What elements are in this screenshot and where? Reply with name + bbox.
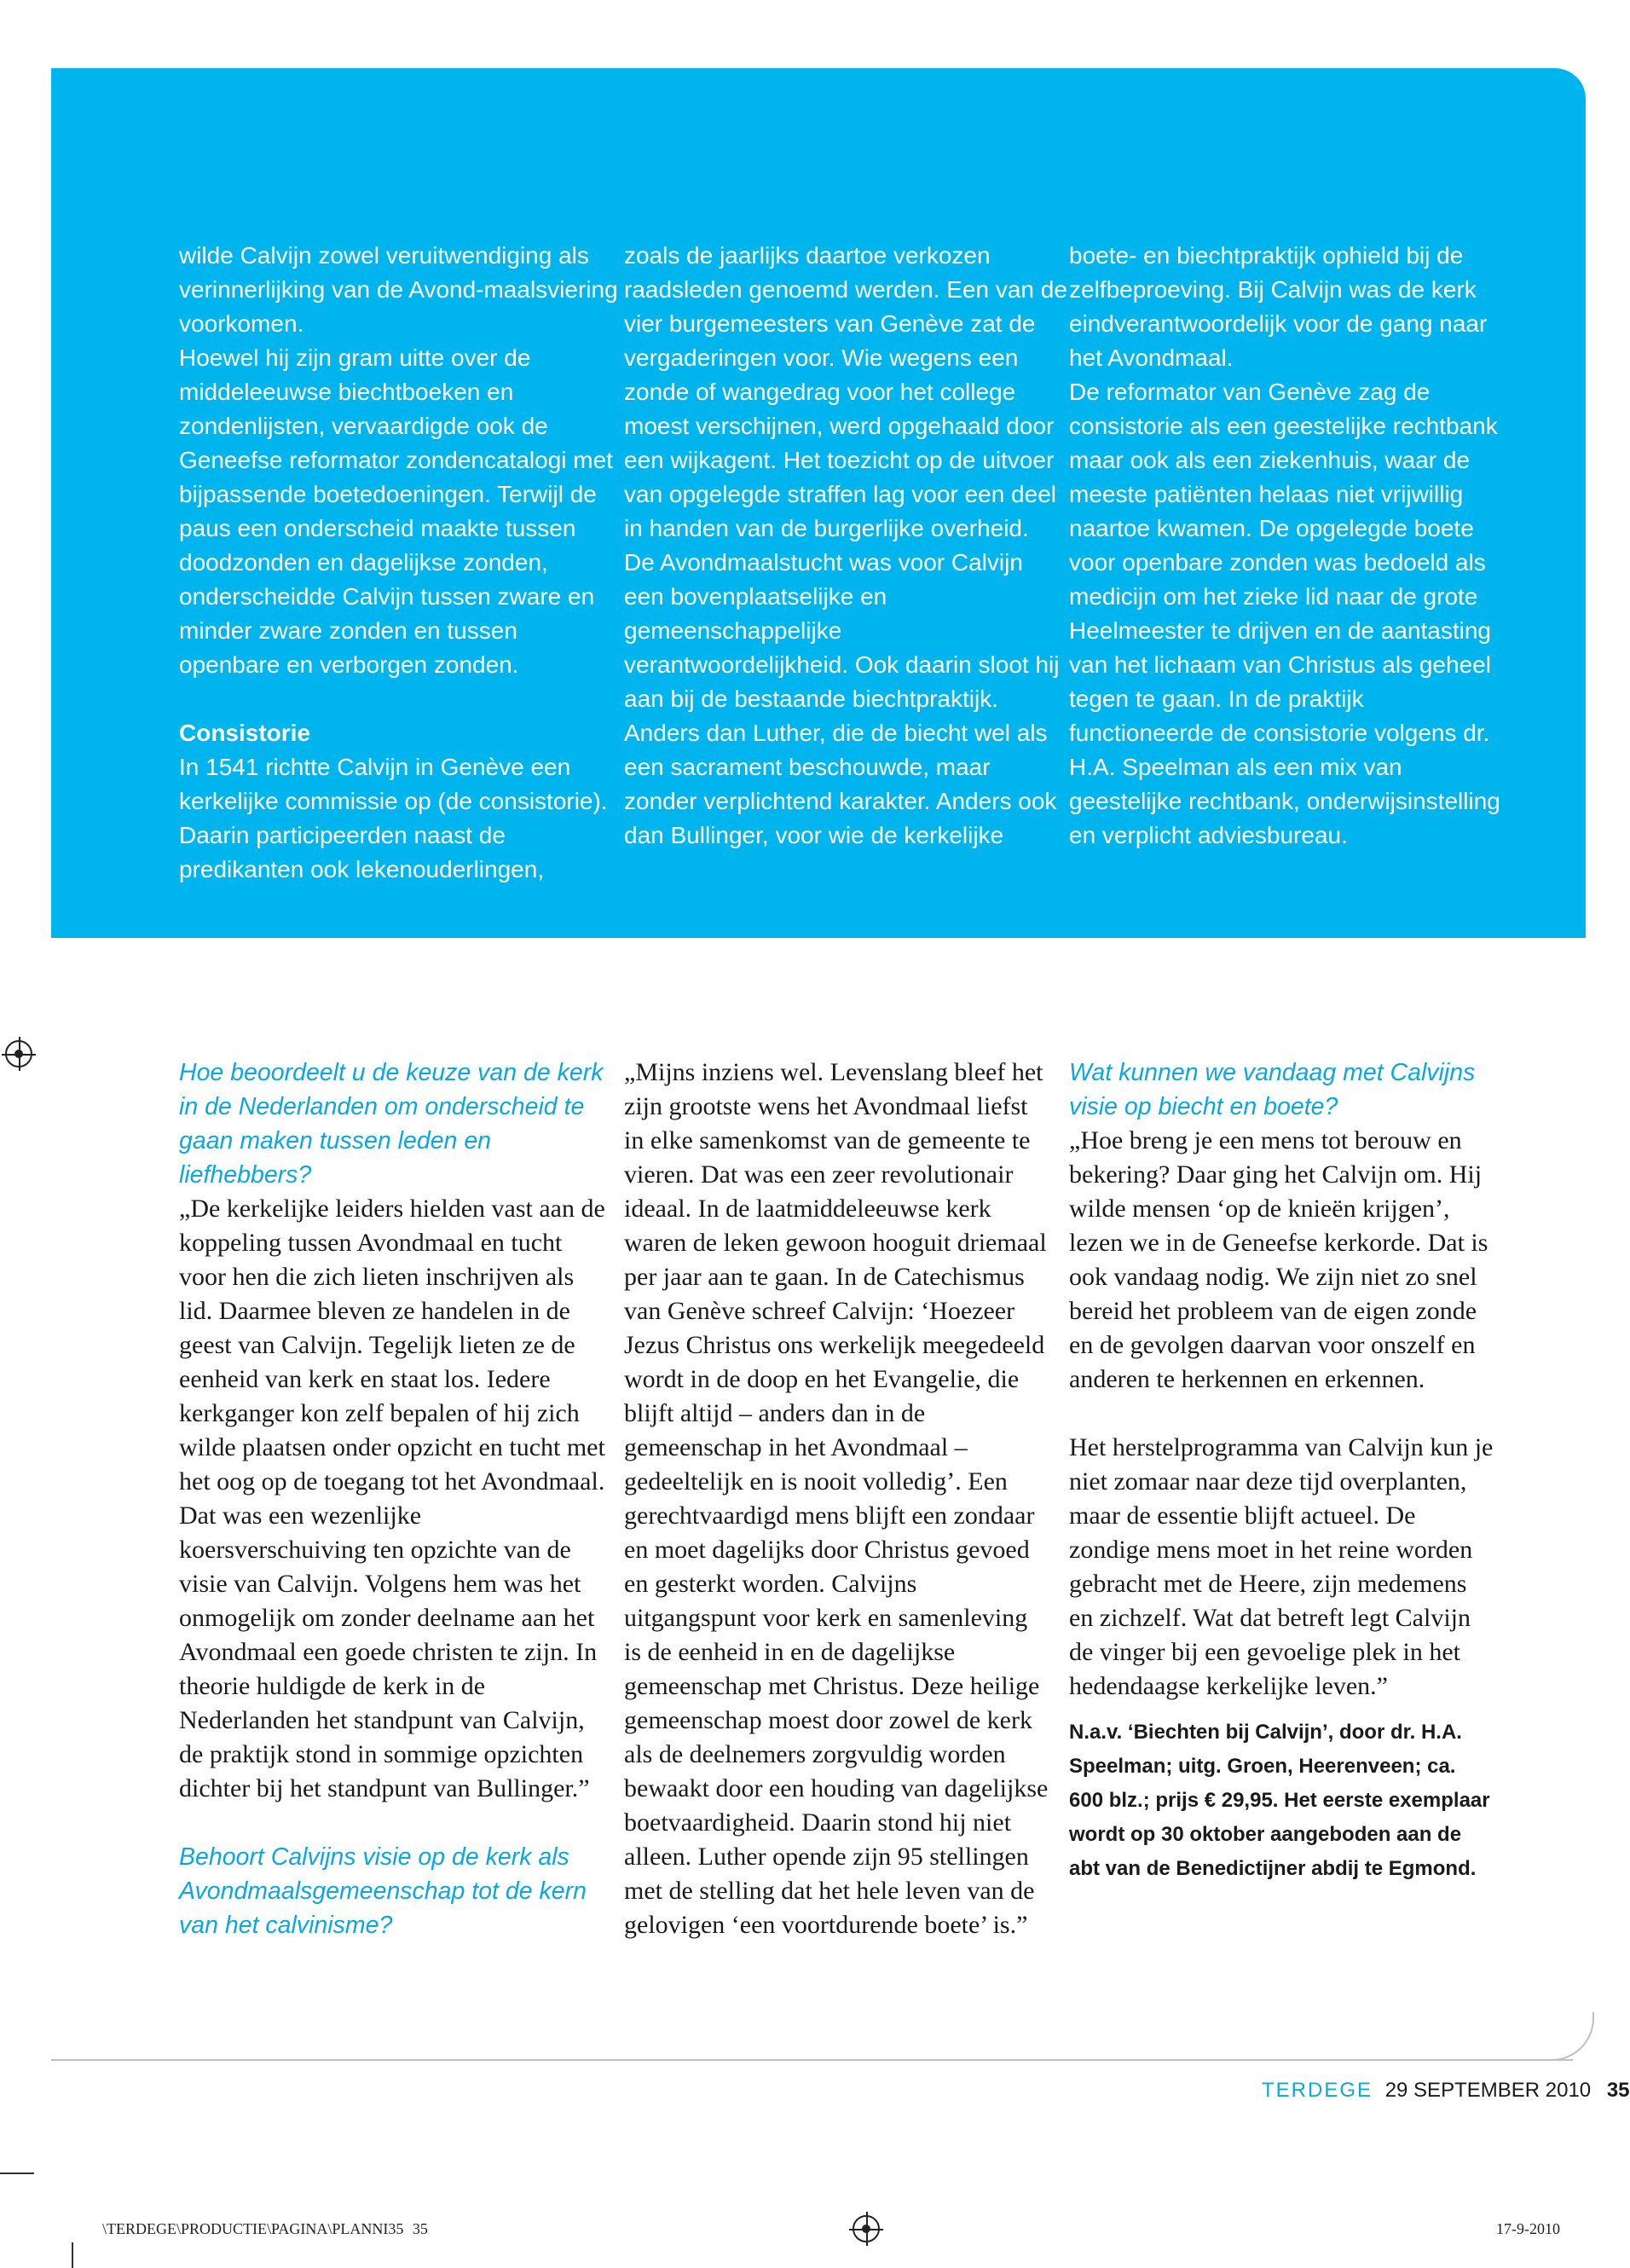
interview-column-1: [179, 1056, 605, 1942]
book-credit: N.a.v. ‘Biechten bij Calvijn’, door dr. H.A. Speelman; uitg. Groen, Heerenveen; ca. 600 blz.; prijs € 29,95. Het eerste exemplaar wordt op 30 oktober aangeboden aan de abt van de Benedictijner abdij te Egmond.: [1069, 1721, 1490, 1880]
interview-question: Behoort Calvijns visie op de kerk als Avondmaalsgemeenschap tot de kern van het calvinisme?: [179, 1843, 587, 1939]
interview-answer: „Hoe breng je een mens tot berouw en bekering? Daar ging het Calvijn om. Hij wilde mensen ‘op de knieën krijgen’, lezen we in de Geneefse kerkorde. Dat is ook vandaag nodig. We zijn niet zo snel bereid het probleem van de eigen zonde en de gevolgen daarvan voor onszelf en anderen te herkennen en erkennen.: [1069, 1126, 1488, 1393]
crop-mark: [72, 2242, 73, 2268]
interview-answer: „De kerkelijke leiders hielden vast aan de koppeling tussen Avondmaal en tucht voor hen die zich lieten inschrijven als lid. Daarmee bleven ze handelen in de geest van Calvijn. Tegelijk lieten ze de eenheid van kerk en staat los. Iedere kerkganger kon zelf bepalen of hij zich wilde plaatsen onder opzicht en tucht met het oog op de toegang tot het Avondmaal. Dat was een wezenlijke koersverschuiving ten opzichte van de visie van Calvijn. Volgens hem was het onmogelijk om zonder deelname aan het Avondmaal een goede christen te zijn. In theorie huldigde de kerk in de Nederlanden het standpunt van Calvijn, de praktijk stond in sommige opzichten dichter bij het standpunt van Bullinger.”: [179, 1195, 605, 1802]
box-column-2: [624, 239, 1067, 853]
footer-rule: [51, 2059, 1573, 2061]
issue-date: 29 SEPTEMBER 2010: [1384, 2079, 1592, 2102]
box-paragraph: Hoewel hij zijn gram uitte over de middeleeuwse biechtboeken en zondenlijsten, vervaardigde ook de Geneefse reformator zondencatalogi met bijpassende boetedoeningen. Terwijl de paus een onderscheid maakte tussen doodzonden en dagelijkse zonden, onderscheidde Calvijn tussen zware en minder zware zonden en tussen openbare en verborgen zonden.: [179, 344, 613, 678]
interview-question: Wat kunnen we vandaag met Calvijns visie op biecht en boete?: [1069, 1059, 1476, 1120]
slug-date: 17-9-2010: [1496, 2220, 1560, 2237]
interview-column-3: [1069, 1056, 1495, 1886]
interview-answer: Het herstelprogramma van Calvijn kun je niet zomaar naar deze tijd overplanten, maar de essentie blijft actueel. De zondige mens moet in het reine worden gebracht met de Heere, zijn medemens en zichzelf. Wat dat betreft legt Calvijn de vinger bij een gevoelige plek in het hedendaagse kerkelijke leven.”: [1069, 1433, 1494, 1700]
sidebar-box: [51, 68, 1586, 938]
page-number: 35: [1606, 2079, 1630, 2102]
registration-mark-icon: [853, 2215, 880, 2242]
magazine-name: TERDEGE: [1262, 2079, 1373, 2102]
box-paragraph: boete- en biechtpraktijk ophield bij de zelfbeproeving. Bij Calvijn was de kerk eindverantwoordelijk voor de gang naar het Avondmaal.: [1069, 242, 1488, 371]
box-heading: Consistorie: [179, 720, 311, 746]
box-column-3: [1069, 239, 1512, 853]
box-paragraph: wilde Calvijn zowel veruitwendiging als verinnerlijking van de Avond-maalsviering voorkomen.: [179, 242, 618, 337]
footer-rule-curve: [1526, 2012, 1594, 2061]
registration-mark-icon: [5, 1040, 32, 1067]
interview-answer: „Mijns inziens wel. Levenslang bleef het zijn grootste wens het Avondmaal liefst in elke samenkomst van de gemeente te vieren. Dat was een zeer revolutionair ideaal. In de laatmiddeleeuwse kerk waren de leken gewoon hooguit driemaal per jaar aan te gaan. In de Catechismus van Genève schreef Calvijn: ‘Hoezeer Jezus Christus ons werkelijk meegedeeld wordt in de doop en het Evangelie, die blijft altijd – anders dan in de gemeenschap in het Avondmaal – gedeeltelijk en is nooit volledig’. Een gerechtvaardigd mens blijft een zondaar en moet dagelijks door Christus gevoed en gesterkt worden. Calvijns uitgangspunt voor kerk en samenleving is de eenheid in en de dagelijkse gemeenschap met Christus. Deze heilige gemeenschap moest door zowel de kerk als de deelnemers zorgvuldig worden bewaakt door een houding van dagelijkse boetvaardigheid. Daarin stond hij niet alleen. Luther opende zijn 95 stellingen met de stelling dat het hele leven van de gelovigen ‘een voortdurende boete’ is.”: [624, 1058, 1049, 1939]
box-paragraph: zoals de jaarlijks daartoe verkozen raadsleden genoemd werden. Een van de vier burgemeesters van Genève zat de vergaderingen voor. Wie wegens een zonde of wangedrag voor het college moest verschijnen, werd opgehaald door een wijkagent. Het toezicht op de uitvoer van opgelegde straffen lag voor een deel in handen van de burgerlijke overheid.: [624, 242, 1067, 541]
slug-page: 35: [412, 2220, 428, 2237]
interview-question: Hoe beoordeelt u de keuze van de kerk in de Nederlanden om onderscheid te gaan maken tussen leden en liefhebbers?: [179, 1059, 604, 1189]
box-paragraph: De Avondmaalstucht was voor Calvijn een bovenplaatselijke en gemeenschappelijke verantwoordelijkheid. Ook daarin sloot hij aan bij de bestaande biechtpraktijk. Anders dan Luther, die de biecht wel als een sacrament beschouwde, maar zonder verplichtend karakter. Anders ook dan Bullinger, voor wie de kerkelijke: [624, 549, 1060, 848]
box-paragraph: In 1541 richtte Calvijn in Genève een kerkelijke commissie op (de consistorie). Daarin participeerden naast de predikanten ook lekenouderlingen,: [179, 754, 608, 882]
interview-column-2: [624, 1056, 1050, 1942]
slug-path: \TERDEGE\PRODUCTIE\PAGINA\PLANNI35: [102, 2220, 404, 2237]
box-paragraph: De reformator van Genève zag de consistorie als een geestelijke rechtbank maar ook als een ziekenhuis, waar de meeste patiënten helaas niet vrijwillig naartoe kwamen. De opgelegde boete voor openbare zonden was bedoeld als medicijn om het zieke lid naar de grote Heelmeester te drijven en de aantasting van het lichaam van Christus als geheel tegen te gaan. In de praktijk functioneerde de consistorie volgens dr. H.A. Speelman als een mix van geestelijke rechtbank, onderwijsinstelling en verplicht adviesbureau.: [1069, 379, 1500, 848]
page-footer: [1262, 2077, 1630, 2104]
crop-mark: [0, 2173, 34, 2174]
box-column-1: [179, 239, 622, 887]
slug-line: [102, 2220, 428, 2238]
